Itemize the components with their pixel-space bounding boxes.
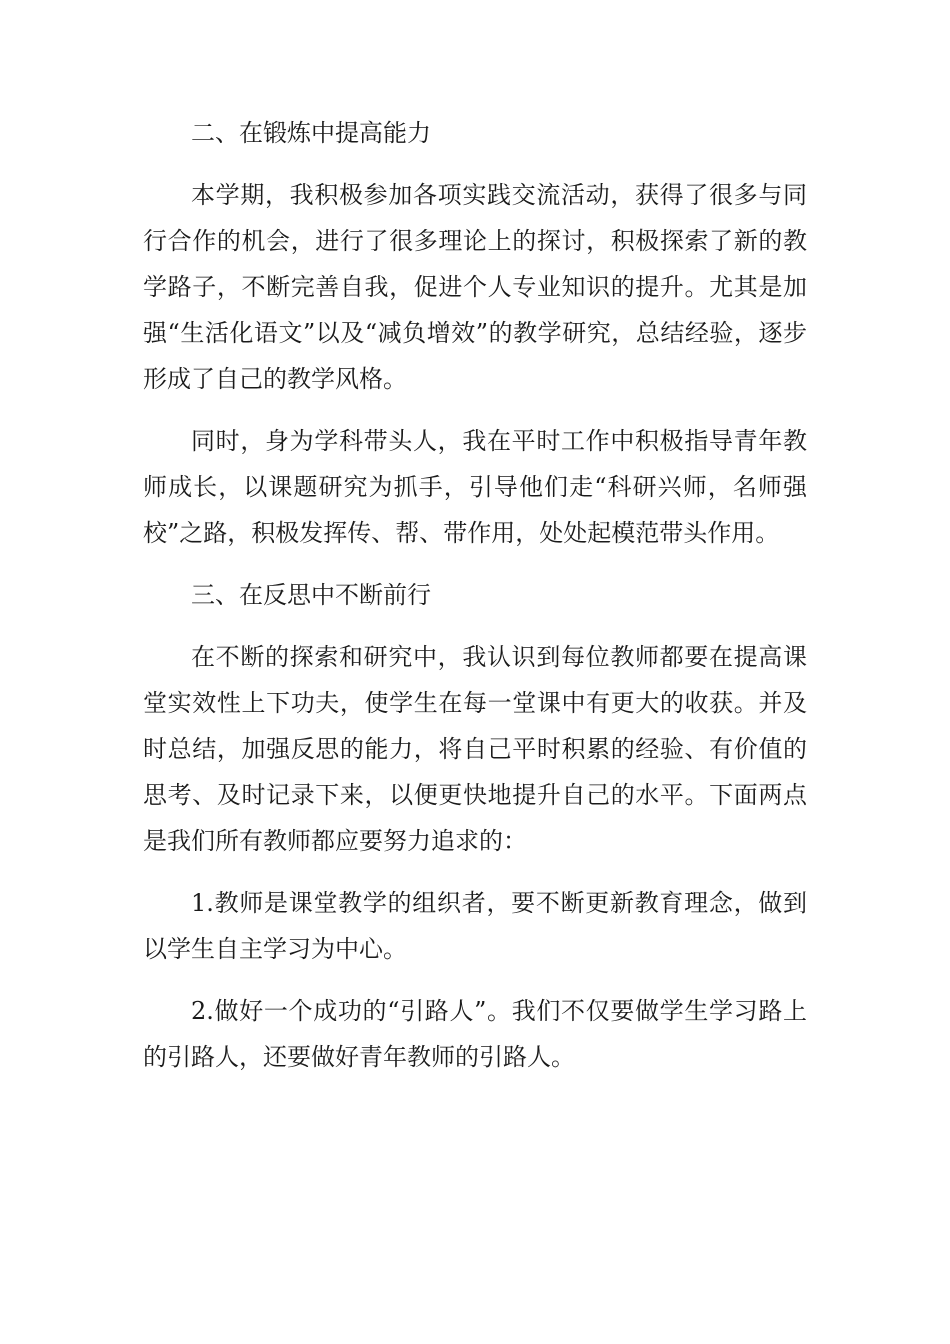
list-item-2: 2.做好一个成功的“引路人”。我们不仅要做学生学习路上的引路人，还要做好青年教师的引路人。 bbox=[143, 997, 807, 1071]
paragraph-reflection: 在不断的探索和研究中，我认识到每位教师都要在提高课堂实效性上下功夫，使学生在每一堂课中有更大的收获。并及时总结，加强反思的能力，将自己平时积累的经验、有价值的思考、及时记录下来，以便更快地提升自己的水平。下面两点是我们所有教师都应要努力追求的： bbox=[143, 643, 807, 855]
paragraph-subject-leader: 同时，身为学科带头人，我在平时工作中积极指导青年教师成长，以课题研究为抓手，引导他们走“科研兴师，名师强校”之路，积极发挥传、帮、带作用，处处起模范带头作用。 bbox=[143, 427, 807, 547]
document-page bbox=[143, 110, 807, 1096]
section-heading-2: 二、在锻炼中提高能力 bbox=[191, 119, 431, 147]
list-item-1: 1.教师是课堂教学的组织者，要不断更新教育理念，做到以学生自主学习为中心。 bbox=[143, 889, 807, 963]
section-heading-3: 三、在反思中不断前行 bbox=[191, 581, 431, 609]
paragraph-practice-activities: 本学期，我积极参加各项实践交流活动，获得了很多与同行合作的机会，进行了很多理论上的探讨，积极探索了新的教学路子，不断完善自我，促进个人专业知识的提升。尤其是加强“生活化语文”以及“减负增效”的教学研究，总结经验，逐步形成了自己的教学风格。 bbox=[143, 181, 807, 393]
